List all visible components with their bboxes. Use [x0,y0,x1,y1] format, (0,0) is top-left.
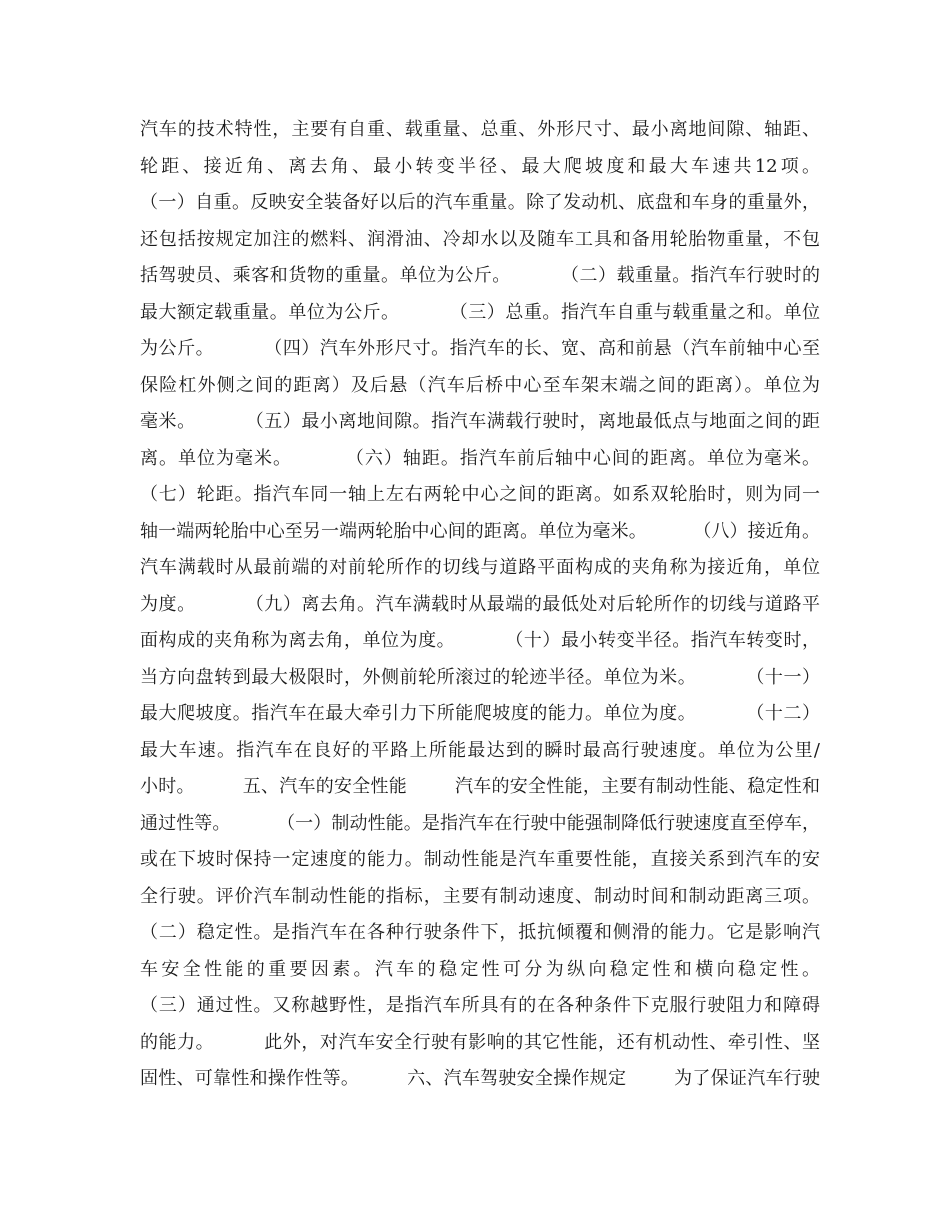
text-line: 为度。 （九）离去角。汽车满载时从最端的最低处对后轮所作的切线与道路平 [140,593,820,615]
text-line: 面构成的夹角称为离去角，单位为度。 （十）最小转变半径。指汽车转变时， [140,630,820,651]
text-line: 还包括按规定加注的燃料、润滑油、冷却水以及随车工具和备用轮胎物重量，不包 [140,228,820,250]
text-line: 通过性等。 （一）制动性能。是指汽车在行驶中能强制降低行驶速度直至停车， [140,812,820,834]
text-line: 固性、可靠性和操作性等。 六、汽车驾驶安全操作规定 为了保证汽车行驶 [140,1068,820,1089]
text-line: 全行驶。评价汽车制动性能的指标，主要有制动速度、制动时间和制动距离三项。 [140,885,820,907]
body-text [140,112,820,1098]
text-line: 保险杠外侧之间的距离）及后悬（汽车后桥中心至车架末端之间的距离）。单位为 [140,374,820,396]
text-line: 汽车满载时从最前端的对前轮所作的切线与道路平面构成的夹角称为接近角，单位 [140,557,820,578]
text-line: 毫米。 （五）最小离地间隙。指汽车满载行驶时，离地最低点与地面之间的距 [140,411,820,432]
text-line: 车安全性能的重要因素。汽车的稳定性可分为纵向稳定性和横向稳定性。 [140,958,820,980]
text-line: 为公斤。 （四）汽车外形尺寸。指汽车的长、宽、高和前悬（汽车前轴中心至 [140,338,820,359]
text-line: 括驾驶员、乘客和货物的重量。单位为公斤。 （二）载重量。指汽车行驶时的 [140,265,820,286]
text-line: 小时。 五、汽车的安全性能 汽车的安全性能，主要有制动性能、稳定性和 [140,776,820,797]
text-line: （一）自重。反映安全装备好以后的汽车重量。除了发动机、底盘和车身的重量外， [140,192,820,213]
text-line: 的能力。 此外，对汽车安全行驶有影响的其它性能，还有机动性、牵引性、坚 [140,1031,820,1053]
text-line: 最大车速。指汽车在良好的平路上所能最达到的瞬时最高行驶速度。单位为公里/ [140,739,820,761]
text-line: 最大额定载重量。单位为公斤。 （三）总重。指汽车自重与载重量之和。单位 [140,301,820,323]
text-line: 轴一端两轮胎中心至另一端两轮胎中心间的距离。单位为毫米。 （八）接近角。 [140,520,820,542]
text-line: 离。单位为毫米。 （六）轴距。指汽车前后轴中心间的距离。单位为毫米。 [140,447,820,469]
text-line: （三）通过性。又称越野性，是指汽车所具有的在各种条件下克服行驶阻力和障碍 [140,995,820,1016]
text-line: 或在下坡时保持一定速度的能力。制动性能是汽车重要性能，直接关系到汽车的安 [140,849,820,870]
text-line: 轮距、接近角、离去角、最小转变半径、最大爬坡度和最大车速共12项。 [140,155,820,177]
text-line: 汽车的技术特性，主要有自重、载重量、总重、外形尺寸、最小离地间隙、轴距、 [140,119,820,140]
text-line: （七）轮距。指汽车同一轴上左右两轮中心之间的距离。如系双轮胎时，则为同一 [140,484,820,505]
text-line: 最大爬坡度。指汽车在最大牵引力下所能爬坡度的能力。单位为度。 （十二） [140,703,820,724]
text-line: 当方向盘转到最大极限时，外侧前轮所滚过的轮迹半径。单位为米。 （十一） [140,666,820,688]
text-line: （二）稳定性。是指汽车在各种行驶条件下，抵抗倾覆和侧滑的能力。它是影响汽 [140,922,820,943]
